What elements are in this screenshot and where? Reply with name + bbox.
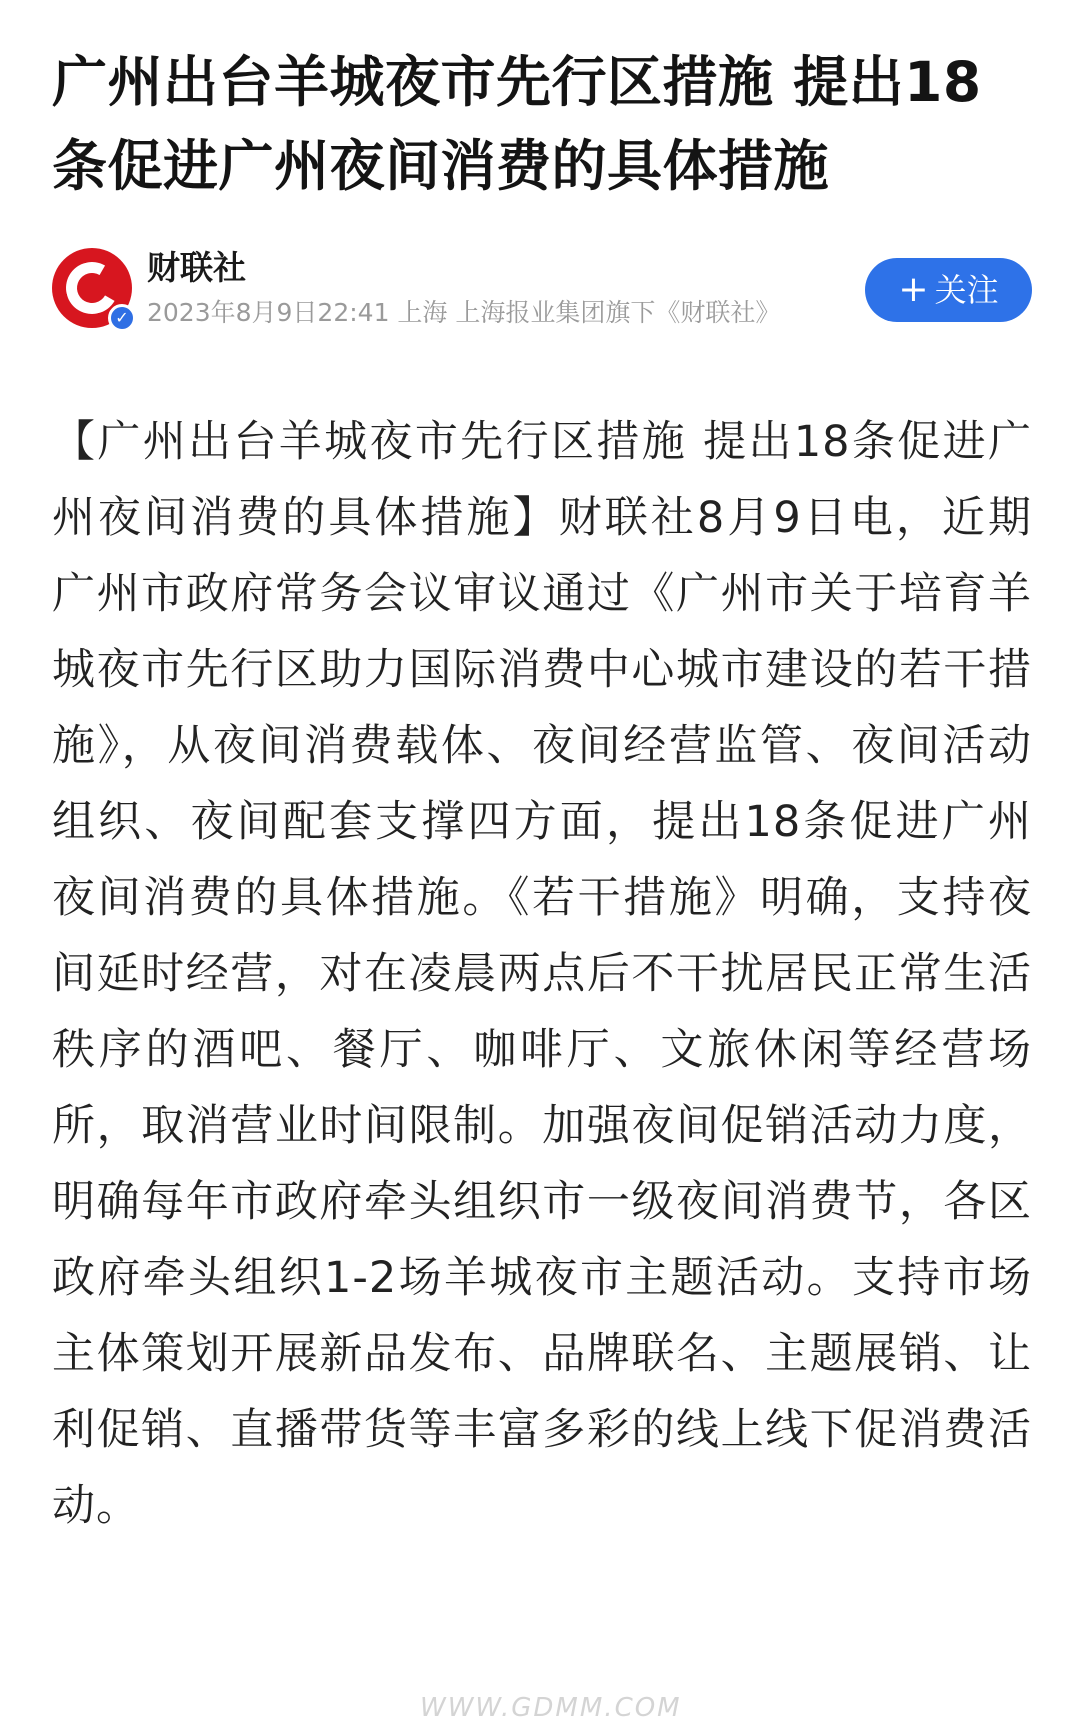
follow-label: 关注 <box>934 271 999 309</box>
follow-button[interactable] <box>865 258 1032 322</box>
article-headline: 广州出台羊城夜市先行区措施 提出18条促进广州夜间消费的具体措施 <box>52 50 982 198</box>
article-body: 【广州出台羊城夜市先行区措施 提出18条促进广州夜间消费的具体措施】财联社8月9日电，近期广州市政府常务会议审议通过《广州市关于培育羊城夜市先行区助力国际消费中心城市建设的若干措施》，从夜间消费载体、夜间经营监管、夜间活动组织、夜间配套支撑四方面，提出18条促进广州夜间消费的具体措施。《若干措施》明确，支持夜间延时经营，对在凌晨两点后不干扰居民正常生活秩序的酒吧、餐厅、咖啡厅、文旅休闲等经营场所，取消营业时间限制。加强夜间促销活动力度，明确每年市政府牵头组织市一级夜间消费节，各区政府牵头组织1-2场羊城夜市主题活动。支持市场主体策划开展新品发布、品牌联名、主题展销、让利促销、直播带货等丰富多彩的线上线下促消费活动。 <box>52 417 1032 1531</box>
plus-icon: + <box>898 269 929 310</box>
author-name[interactable]: 财联社 <box>147 248 246 287</box>
verified-check-icon: ✓ <box>108 304 136 332</box>
watermark: WWW.GDMM.COM <box>420 1693 682 1723</box>
author-row <box>52 244 1032 334</box>
author-meta: 2023年8月9日22:41 上海 上海报业集团旗下《财联社》 <box>147 298 781 327</box>
